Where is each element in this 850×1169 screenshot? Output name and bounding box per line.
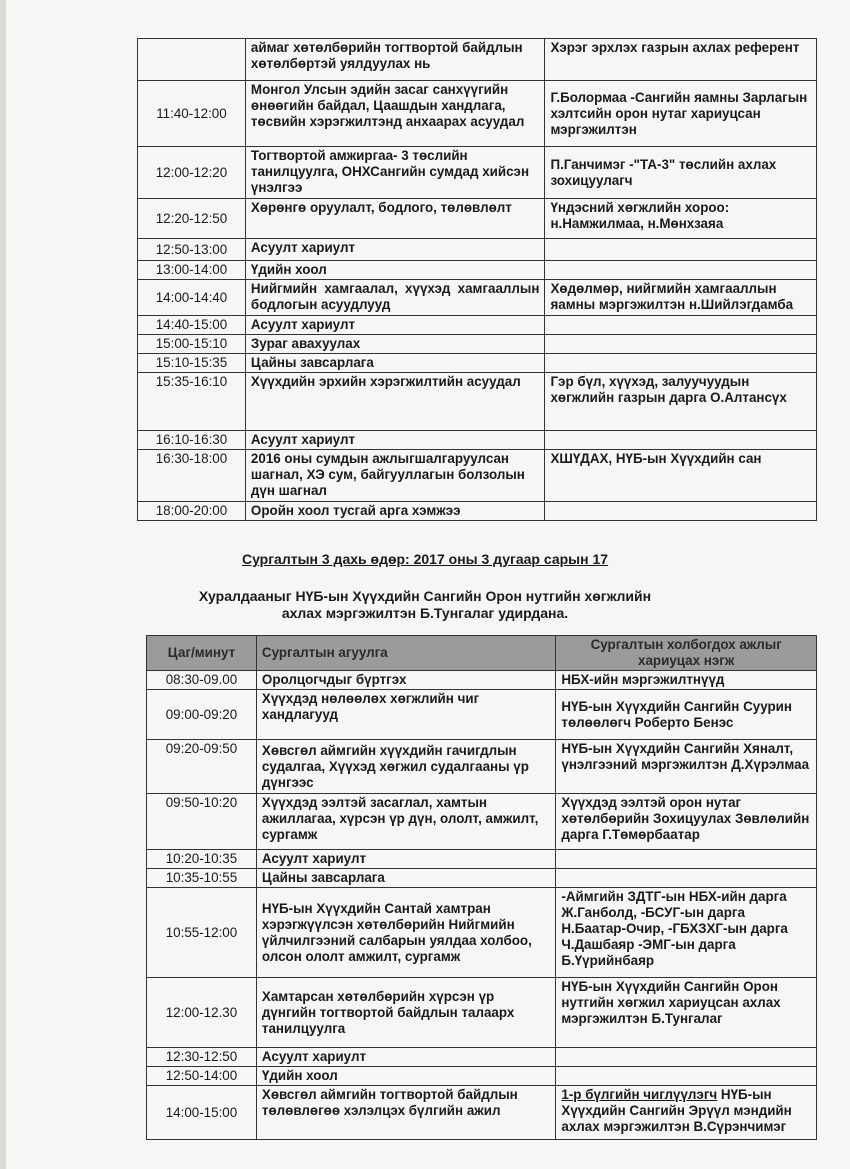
- topic-cell: Хүүхдийн эрхийн хэрэгжилтийн асуудал: [245, 373, 545, 431]
- moderator-line-2: ахлах мэргэжилтэн Б.Тунгалаг удирдана.: [281, 605, 569, 621]
- speaker-cell: Хөдөлмөр, нийгмийн хамгааллын яамны мэргэжилтэн н.Шийлэгдамба: [545, 280, 817, 316]
- speaker-cell: [545, 261, 817, 280]
- topic-cell: Оройн хоол тусгай арга хэмжээ: [245, 502, 545, 521]
- table-row: [147, 671, 817, 690]
- time-cell: 16:10-16:30: [138, 431, 246, 450]
- speaker-cell: Гэр бүл, хүүхэд, залуучуудын хөгжлийн газрын дарга О.Алтансүх: [545, 373, 817, 431]
- table-row: [147, 888, 817, 978]
- topic-cell: Монгол Улсын эдийн засаг санхүүгийн өнөөгийн байдал, Цаашдын хандлага, төсвийн хэрэгжилтэнд анхаарах асуудал: [245, 81, 545, 147]
- time-cell: 08:30-09.00: [147, 671, 257, 690]
- speaker-name: НҮБ-ын Хүүхдийн Сангийн Эрүүл мэндийн ахлах мэргэжилтэн В.Сүрэнчимэг: [561, 1087, 792, 1134]
- time-cell: 09:20-09:50: [147, 740, 257, 794]
- table-row: [147, 1067, 817, 1086]
- topic-cell: Үдийн хоол: [245, 261, 545, 280]
- table-row: [138, 335, 817, 354]
- time-cell: 09:50-10:20: [147, 794, 257, 850]
- time-cell: 10:20-10:35: [147, 850, 257, 869]
- speaker-cell: НҮБ-ын Хүүхдийн Сангийн Хяналт, үнэлгээний мэргэжилтэн Д.Хүрэлмаа: [556, 740, 817, 794]
- time-cell: 12:20-12:50: [138, 199, 246, 239]
- table-row: [138, 316, 817, 335]
- table-row: [138, 199, 817, 239]
- topic-cell: Хүүхдэд ээлтэй засаглал, хамтын ажиллагаа, хүрсэн үр дүн, ололт, амжилт, сургамж: [256, 794, 555, 850]
- table-row: [138, 81, 817, 147]
- table-row: [147, 1086, 817, 1140]
- speaker-cell: [556, 869, 817, 888]
- time-cell: 15:10-15:35: [138, 354, 246, 373]
- schedule-table-day2: [137, 38, 817, 521]
- topic-cell: Оролцогчдыг бүртгэх: [256, 671, 555, 690]
- topic-cell: Цайны завсарлага: [245, 354, 545, 373]
- table-row: [138, 354, 817, 373]
- time-cell: 14:40-15:00: [138, 316, 246, 335]
- time-cell: [138, 39, 246, 81]
- table-row: [147, 869, 817, 888]
- time-cell: 11:40-12:00: [138, 81, 246, 147]
- topic-cell: аймаг хөтөлбөрийн тогтвортой байдлын хөтөлбөртэй уялдуулах нь: [245, 39, 545, 81]
- topic-cell: Асуулт хариулт: [245, 431, 545, 450]
- table-row: [147, 1048, 817, 1067]
- speaker-cell: [556, 850, 817, 869]
- topic-cell: Асуулт хариулт: [256, 850, 555, 869]
- table-row: [138, 502, 817, 521]
- table-row: [147, 690, 817, 740]
- topic-cell: Тогтвортой амжиргаа- 3 төслийн танилцуулга, ОНХСангийн сумдад хийсэн үнэлгээ: [245, 147, 545, 199]
- topic-cell: Зураг авахуулах: [245, 335, 545, 354]
- table-row: [147, 794, 817, 850]
- time-cell: 12:50-13:00: [138, 239, 246, 261]
- schedule-table-day3: [146, 635, 817, 1140]
- topic-cell: Асуулт хариулт: [245, 316, 545, 335]
- speaker-cell: П.Ганчимэг -"ТА-3" төслийн ахлах зохицуулагч: [545, 147, 817, 199]
- speaker-cell: Г.Болормаа -Сангийн яамны Зарлагын хэлтсийн орон нутаг хариуцсан мэргэжилтэн: [545, 81, 817, 147]
- topic-cell: Хөвсгөл аймгийн хүүхдийн гачигдлын судалгаа, Хүүхэд хөгжил судалгааны үр дүнгээс: [256, 740, 555, 794]
- topic-cell: Хөвсгөл аймгийн тогтвортой байдлын төлөвлөгөө хэлэлцэх бүлгийн ажил: [256, 1086, 555, 1140]
- speaker-cell: НҮБ-ын Хүүхдийн Сангийн Орон нутгийн хөгжил хариуцсан ахлах мэргэжилтэн Б.Тунгалаг: [556, 978, 817, 1048]
- group-facilitator-label: 1-р бүлгийн чиглүүлэгч: [561, 1087, 718, 1102]
- table-row: [138, 147, 817, 199]
- speaker-cell: [556, 1086, 817, 1140]
- table-row: [138, 431, 817, 450]
- header-time: Цаг/минут: [147, 636, 257, 671]
- speaker-cell: НҮБ-ын Хүүхдийн Сангийн Суурин төлөөлөгч Роберто Бенэс: [556, 690, 817, 740]
- speaker-cell: Хэрэг эрхлэх газрын ахлах референт: [545, 39, 817, 81]
- time-cell: 10:55-12:00: [147, 888, 257, 978]
- topic-cell: Хамтарсан хөтөлбөрийн хүрсэн үр дүнгийн тогтвортой байдлын талаарх танилцуулга: [256, 978, 555, 1048]
- table-row: [138, 450, 817, 502]
- scan-edge: [0, 0, 6, 1169]
- time-cell: 15:35-16:10: [138, 373, 246, 431]
- topic-cell: Хөрөнгө оруулалт, бодлого, төлөвлөлт: [245, 199, 545, 239]
- topic-cell: Асуулт хариулт: [256, 1048, 555, 1067]
- table-header-row: [147, 636, 817, 671]
- topic-cell: Нийгмийн хамгаалал, хүүхэд хамгааллын бодлогын асуудлууд: [245, 280, 545, 316]
- speaker-cell: Хүүхдэд ээлтэй орон нутаг хөтөлбөрийн Зохицуулах Зөвлөлийн дарга Г.Төмөрбаатар: [556, 794, 817, 850]
- table-row: [147, 850, 817, 869]
- speaker-cell: [556, 1067, 817, 1086]
- table-row: [138, 280, 817, 316]
- table-row: [147, 740, 817, 794]
- time-cell: 12:30-12:50: [147, 1048, 257, 1067]
- time-cell: 10:35-10:55: [147, 869, 257, 888]
- speaker-cell: НБХ-ийн мэргэжилтнүүд: [556, 671, 817, 690]
- table-row: [138, 373, 817, 431]
- speaker-cell: -Аймгийн ЗДТГ-ын НБХ-ийн дарга Ж.Ганболд, -БСУГ-ын дарга Н.Баатар-Очир, -ГБХЗХГ-ын дарга Ч.Дашбаяр -ЭМГ-ын дарга Б.Үүрийнбаяр: [556, 888, 817, 978]
- time-cell: 15:00-15:10: [138, 335, 246, 354]
- topic-cell: НҮБ-ын Хүүхдийн Сантай хамтран хэрэгжүүлсэн хөтөлбөрийн Нийгмийн үйлчилгээний салбарын уялдаа холбоо, олсон ололт амжилт, сургамж: [256, 888, 555, 978]
- speaker-cell: ХШҮДАХ, НҮБ-ын Хүүхдийн сан: [545, 450, 817, 502]
- time-cell: 12:50-14:00: [147, 1067, 257, 1086]
- table-row: [138, 39, 817, 81]
- time-cell: 14:00-14:40: [138, 280, 246, 316]
- header-speaker: Сургалтын холбогдох ажлыг хариуцах нэгж: [556, 636, 817, 671]
- time-cell: 14:00-15:00: [147, 1086, 257, 1140]
- speaker-cell: [556, 1048, 817, 1067]
- table-row: [138, 261, 817, 280]
- table-row: [147, 978, 817, 1048]
- topic-cell: Үдийн хоол: [256, 1067, 555, 1086]
- time-cell: 18:00-20:00: [138, 502, 246, 521]
- table-row: [138, 239, 817, 261]
- time-cell: 13:00-14:00: [138, 261, 246, 280]
- moderator-line-1: Хуралдааныг НҮБ-ын Хүүхдийн Сангийн Орон нутгийн хөгжлийн: [198, 588, 652, 604]
- time-cell: 12:00-12.30: [147, 978, 257, 1048]
- speaker-cell: [545, 354, 817, 373]
- topic-cell: 2016 оны сумдын ажлыгшалгаруулсан шагнал, ХЭ сум, байгууллагын болзолын дүн шагнал: [245, 450, 545, 502]
- time-cell: 12:00-12:20: [138, 147, 246, 199]
- speaker-cell: [545, 502, 817, 521]
- speaker-cell: [545, 316, 817, 335]
- speaker-cell: [545, 431, 817, 450]
- topic-cell: Хүүхдэд нөлөөлөх хөгжлийн чиг хандлагууд: [256, 690, 555, 740]
- speaker-cell: [545, 239, 817, 261]
- topic-cell: Цайны завсарлага: [256, 869, 555, 888]
- speaker-cell: Үндэсний хөгжлийн хороо: н.Намжилмаа, н.Мөнхзаяа: [545, 199, 817, 239]
- day3-title: Сургалтын 3 дахь өдөр: 2017 оны 3 дугаар сарын 17: [241, 551, 609, 567]
- speaker-cell: [545, 335, 817, 354]
- topic-cell: Асуулт хариулт: [245, 239, 545, 261]
- header-topic: Сургалтын агуулга: [256, 636, 555, 671]
- time-cell: 09:00-09:20: [147, 690, 257, 740]
- time-cell: 16:30-18:00: [138, 450, 246, 502]
